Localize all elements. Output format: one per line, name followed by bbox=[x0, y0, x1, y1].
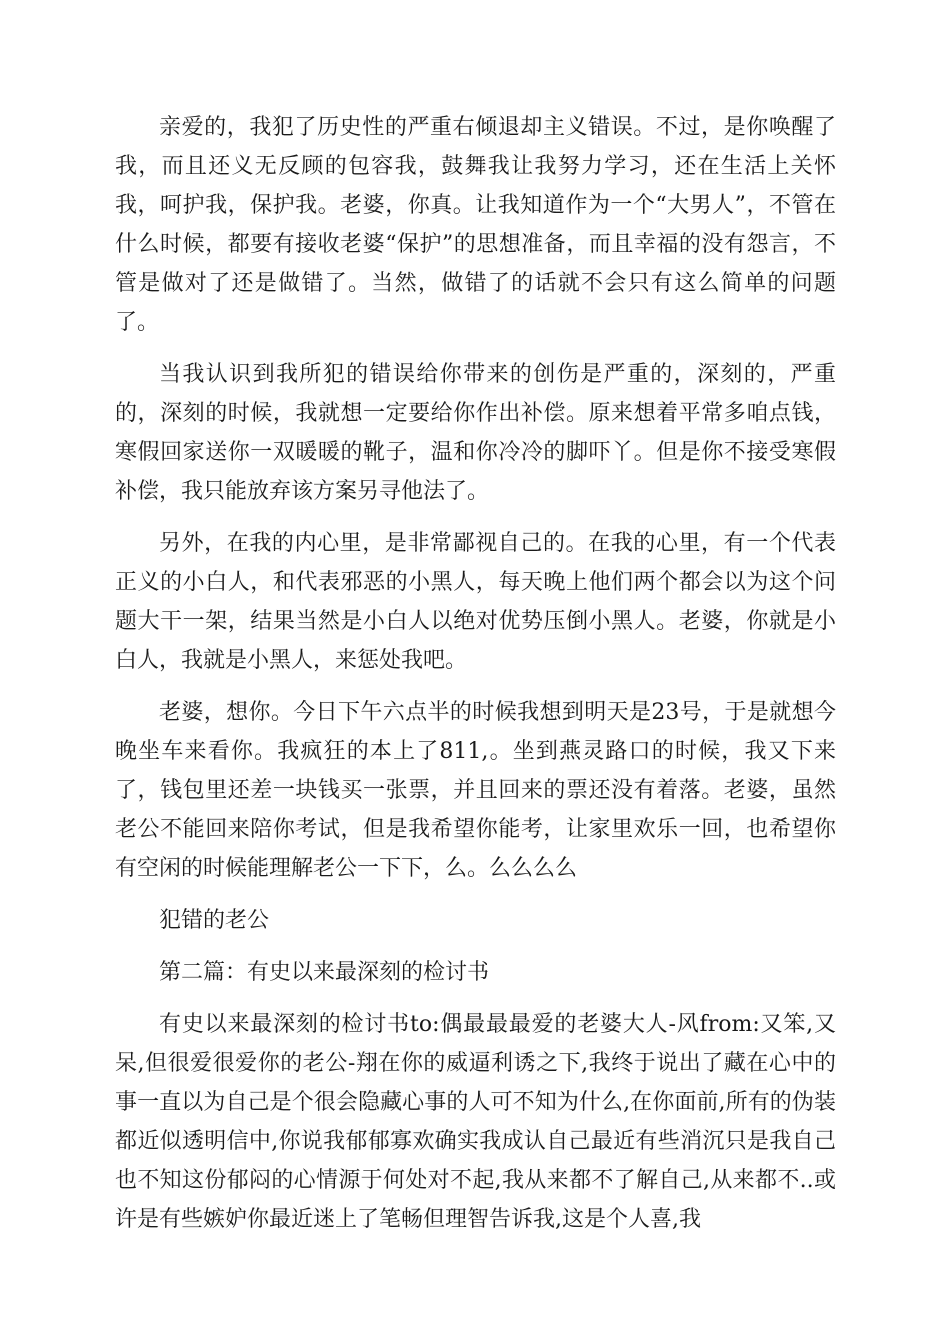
paragraph-missing-you: 老婆，想你。今日下午六点半的时候我想到明天是23号，于是就想今晚坐车来看你。我疯狂的本上了811,。坐到燕灵路口的时候，我又下来了，钱包里还差一块钱买一张票，并且回来的票还没有着落。老婆，虽然老公不能回来陪你考试，但是我希望你能考，让家里欢乐一回，也希望你有空闲的时候能理解老公一下下，么。么么么么 bbox=[115, 700, 836, 881]
paragraph-self-reflection: 另外，在我的内心里，是非常鄙视自己的。在我的心里，有一个代表正义的小白人，和代表邪恶的小黑人，每天晚上他们两个都会以为这个问题大干一架，结果当然是小白人以绝对优势压倒小黑人。老婆，你就是小白人，我就是小黑人，来惩处我吧。 bbox=[115, 531, 836, 673]
paragraph-apology-intro: 亲爱的，我犯了历史性的严重右倾退却主义错误。不过，是你唤醒了我，而且还义无反顾的包容我，鼓舞我让我努力学习，还在生活上关怀我，呵护我，保护我。老婆，你真。让我知道作为一个“大男人”，不管在什么时候，都要有接收老婆“保护”的思想准备，而且幸福的没有怨言，不管是做对了还是做错了。当然，做错了的话就不会只有这么简单的问题了。 bbox=[115, 115, 836, 335]
document-page bbox=[115, 108, 836, 1239]
paragraph-compensation: 当我认识到我所犯的错误给你带来的创伤是严重的，深刻的，严重的，深刻的时候，我就想一定要给你作出补偿。原来想着平常多咱点钱，寒假回家送你一双暖暖的靴子，温和你冷冷的脚吓丫。但是你不接受寒假补偿，我只能放弃该方案另寻他法了。 bbox=[115, 362, 836, 504]
section-heading: 第二篇：有史以来最深刻的检讨书 bbox=[159, 960, 490, 985]
paragraph-second-letter: 有史以来最深刻的检讨书to:偶最最最爱的老婆大人-风from:又笨,又呆,但很爱很爱你的老公-翔在你的威逼利诱之下,我终于说出了藏在心中的事一直以为自己是个很会隐藏心事的人可不知为什么,在你面前,所有的伪装都近似透明信中,你说我郁郁寡欢确实我成认自己最近有些消沉只是我自己也不知这份郁闷的心情源于何处对不起,我从来都不了解自己,从来都不..或许是有些嫉妒你最近迷上了笔畅但理智告诉我,这是个人喜,我 bbox=[115, 1012, 836, 1232]
signature-line: 犯错的老公 bbox=[159, 908, 270, 933]
